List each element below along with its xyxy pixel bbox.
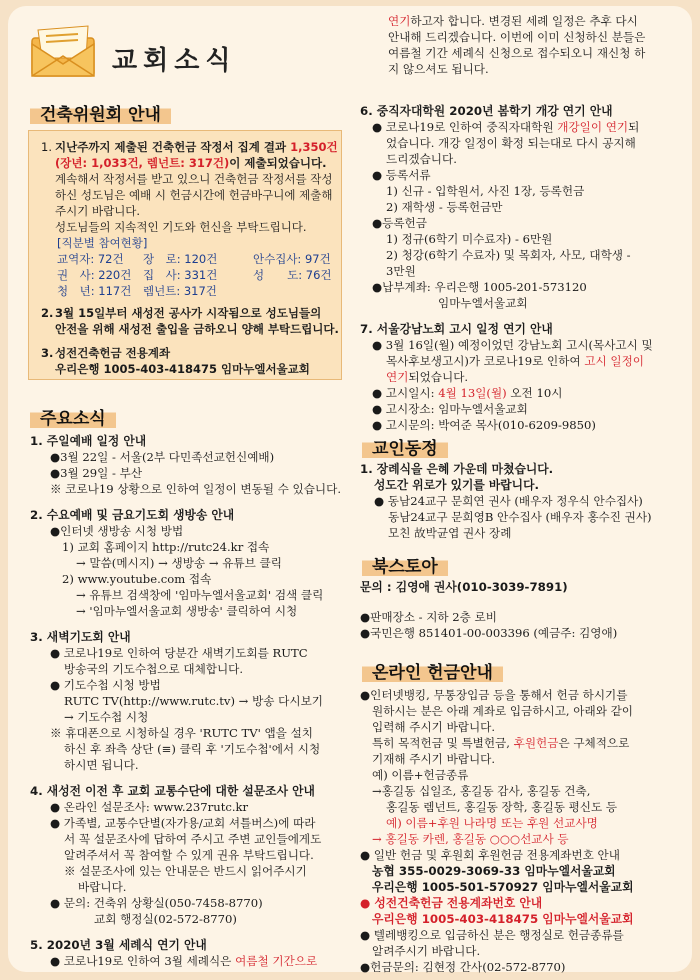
page-header [22,18,342,82]
text-line [386,370,468,386]
item-number: 1. [41,140,52,154]
stat-cell: 장 로: 120건 [143,252,218,266]
text-span: 오전 10시 [506,386,563,400]
text-line: ● 고시문의: 박여준 목사(010-6209-9850) [372,418,596,432]
text-span: ● 고시일시: [372,386,439,400]
participation-stats [57,235,332,299]
news-5-title: 5. 2020년 3월 세례식 연기 안내 [30,938,207,952]
section-title-bookstore: 북스토아 [362,550,448,576]
text-span: 목사후보생고시)가 코로나19로 인하여 [386,354,585,368]
text-line: 성전건축헌금 전용계좌 [55,346,171,360]
highlight-text: 연기 [386,370,409,384]
text-line [388,14,638,30]
building-item-2 [41,305,339,337]
item-number: 2. [41,306,54,320]
text-line: ● 일반 헌금 및 후원회 후원헌금 전용계좌번호 안내 [360,848,620,862]
text-line: 알려주시기 바랍니다. [372,944,481,958]
text-line: →홍길동 십일조, 홍길동 감사, 홍길동 건축, [372,784,591,798]
bank-account: ●국민은행 851401-00-003396 (예금주: 김영애) [360,626,618,640]
text-span: 되었습니다. [408,370,469,384]
highlight-text: 고시 일정이 [584,354,645,368]
text-line: 모친 故박균엽 권사 장례 [388,526,512,540]
text-line: RUTC TV(http://www.rutc.tv) → 방송 다시보기 [64,694,323,708]
stat-cell: 안수집사: 97건 [253,252,331,266]
highlight-text: 개강일이 연기 [557,120,629,134]
stat-cell: 성 도: 76건 [253,268,332,282]
section-title-building: 건축위원회 안내 [30,98,171,124]
text-line: 2) 청강(6학기 수료자) 및 목회자, 사모, 대학생 - [386,248,631,262]
text-line: 임마누엘서울교회 [438,296,528,310]
text-line: 교회 행정실(02-572-8770) [94,912,237,926]
highlight-text: → 홍길동 카렌, 홍길동 ○○○선교사 등 [372,832,569,846]
text-line: 원하시는 분은 아래 계좌로 입금하시고, 아래와 같이 [372,704,633,718]
highlight-date: 4월 13일(월) [438,386,507,400]
text-line: 알려주셔서 꼭 참여할 수 있게 권유 부탁드립니다. [64,848,314,862]
text-line: 었습니다. 개강 일정이 확정 되는대로 다시 공지해 [386,136,636,150]
text-line [386,354,644,370]
text-span: 은 구체적으로 [558,736,630,750]
building-panel [28,130,342,380]
section-title-members: 교인동정 [362,432,448,458]
text-line [372,120,639,136]
text-line: 동남24교구 문희영B 안수집사 (배우자 홍수진 권사) [388,510,652,524]
bank-account: 우리은행 1005-403-418475 임마누엘서울교회 [372,912,634,926]
text-line: → '임마누엘서울교회 생방송' 클릭하여 시청 [76,604,298,618]
building-item-1 [41,139,338,235]
news-1-title: 1. 주일예배 일정 안내 [30,434,147,448]
text-line: 주시기 바랍니다. [55,204,141,218]
text-line: → 유튜브 검색창에 '임마누엘서울교회' 검색 클릭 [76,588,324,602]
text-line: 기재해 주시기 바랍니다. [372,752,496,766]
section-title-news: 주요소식 [30,402,116,428]
text-line: 홍길동 렘넌트, 홍길동 장학, 홍길동 평신도 등 [386,800,618,814]
bank-account: 농협 355-0029-3069-33 임마누엘서울교회 [372,864,616,878]
stats-row [57,251,332,267]
note-line: ※ 휴대폰으로 시청하실 경우 'RUTC TV' 앱을 설치 [50,726,313,740]
note-line: 바랍니다. [78,880,127,894]
text-line: 안전을 위해 새성전 출입을 금하오니 양해 부탁드립니다. [55,322,339,336]
text-line: 방송국의 기도수첩으로 대체합니다. [64,662,244,676]
text-line: ● 온라인 설문조사: www.237rutc.kr [50,800,249,814]
text-line: 1) 신규 - 입학원서, 사진 1장, 등록헌금 [386,184,585,198]
text-line: 지 않으셔도 됩니다. [388,62,489,76]
text-span: ● 코로나19로 인하여 3월 세례식은 [50,954,236,968]
text-line: 계속해서 작정서를 받고 있으니 건축헌금 작정서를 작성 [55,172,333,186]
text-span: 하고자 합니다. 변경된 세례 일정은 추후 다시 [410,14,638,28]
text-line: 성도님들의 지속적인 기도와 헌신을 부탁드립니다. [55,220,307,234]
text-line: 드리겠습니다. [386,152,457,166]
news-2-title: 2. 수요예배 및 금요기도회 생방송 안내 [30,508,235,522]
text-line: ● 고시장소: 임마누엘서울교회 [372,402,528,416]
item-number: 3. [41,346,54,360]
highlight-text: 연기 [388,14,411,28]
stat-cell: 청 년: 117건 [57,284,132,298]
text-line: 하신 성도님은 예배 시 헌금시간에 헌금바구니에 제출해 [55,188,333,202]
text-line: ● 동남24교구 문희연 권사 (배우자 정우식 안수집사) [374,494,643,508]
text-line: ● 문의: 건축위 상황실(050-7458-8770) [50,896,263,910]
highlight-text: ● 성전건축헌금 전용계좌번호 안내 [360,896,543,910]
text-line: 지난주까지 제출된 건축헌금 작정서 집계 결과 [55,140,291,154]
news-6-title: 6. 중직자대학원 2020년 봄학기 개강 연기 안내 [360,104,613,118]
news-3-title: 3. 새벽기도회 안내 [30,630,131,644]
text-line: ●등록헌금 [372,216,427,230]
stat-cell: 집 사: 331건 [143,268,218,282]
bank-account: 우리은행 1005-501-570927 임마누엘서울교회 [372,880,634,894]
text-line: 1) 정규(6학기 미수료자) - 6만원 [386,232,553,246]
page-title: 교회소식 [112,46,237,76]
text-line: 이 제출되었습니다. [229,156,327,170]
news-7-title: 7. 서울강남노회 고시 일정 연기 안내 [360,322,553,336]
text-line: 3만원 [386,264,416,278]
text-line: ● 가족별, 교통수단별(자가용/교회 셔틀버스)에 따라 [50,816,316,830]
text-line: 3월 15일부터 새성전 공사가 시작됨으로 성도님들의 [55,306,322,320]
note-line: 하시면 됩니다. [64,758,139,772]
text-line [50,954,317,970]
text-line: 1. 장례식을 은혜 가운데 마쳤습니다. [360,462,554,476]
news-4-title: 4. 새성전 이전 후 교회 교통수단에 대한 설문조사 안내 [30,784,315,798]
text-line: ●판매장소 - 지하 2층 로비 [360,610,497,624]
text-line: → 말씀(메시지) → 생방송 → 유튜브 클릭 [76,556,282,570]
contact-line: 문의 : 김영애 권사(010-3039-7891) [360,580,568,594]
section-title-online-offering: 온라인 헌금안내 [362,656,503,682]
text-line: 예) 이름+헌금종류 [372,768,469,782]
text-line: 2) www.youtube.com 접속 [62,572,212,586]
stats-row [57,267,332,283]
text-line: ● 등록서류 [372,168,431,182]
text-span: 되 [628,120,640,134]
highlight-text: 예) 이름+후원 나라명 또는 후원 선교사명 [386,816,598,830]
building-item-3 [41,345,310,377]
text-line: 2) 재학생 - 등록헌금만 [386,200,503,214]
text-line: ● 코로나19로 인하여 당분간 새벽기도회를 RUTC [50,646,308,660]
text-line: 여름철 기간 세례식 신청으로 접수되오니 재신청 하 [388,46,646,60]
bank-account: 우리은행 1005-403-418475 임마누엘서울교회 [55,362,310,376]
text-line: 서 꼭 설문조사에 답하여 주시고 주변 교인들에게도 [64,832,322,846]
note-line: ※ 설문조사에 있는 안내문은 반드시 읽어주시기 [64,864,307,878]
text-line [372,386,562,402]
highlight-breakdown: (장년: 1,033건, 렘넌트: 317건) [55,156,230,170]
highlight-text: 여름철 기간으로 [235,954,318,968]
text-line: ●3월 22일 - 서울(2부 다민족선교헌신예배) [50,450,275,464]
text-line: 안내해 드리겠습니다. 이번에 이미 신청하신 분들은 [388,30,646,44]
text-line: 1) 교회 홈페이지 http://rutc24.kr 접속 [62,540,270,554]
text-line: ●인터넷뱅킹, 무통장입금 등을 통해서 헌금 하시기를 [360,688,628,702]
highlight-count: 1,350건 [290,140,338,154]
text-span: ● 코로나19로 인하여 중직자대학원 [372,120,558,134]
stat-cell: 권 사: 220건 [57,268,132,282]
stat-cell: 교역자: 72건 [57,252,124,266]
text-line: → 기도수첩 시청 [64,710,149,724]
note-line: 하신 후 좌측 상단 (≡) 클릭 후 '기도수첩'에서 시청 [64,742,321,756]
text-line: 입력해 주시기 바랍니다. [372,720,496,734]
bank-account: ●납부계좌: 우리은행 1005-201-573120 [372,280,587,294]
text-line: ● 기도수첩 시청 방법 [50,678,161,692]
note-line: ※ 코로나19 상황으로 인하여 일정이 변동될 수 있습니다. [50,482,342,496]
text-line: 성도간 위로가 있기를 바랍니다. [374,478,539,492]
text-line: ●인터넷 생방송 시청 방법 [50,524,184,538]
text-line: ● 3월 16일(월) 예정이었던 강남노회 고시(목사고시 및 [372,338,653,352]
text-line [372,736,629,752]
highlight-text: 후원헌금 [513,736,559,750]
text-line: ● 텔레뱅킹으로 입금하신 분은 행정실로 헌금종류를 [360,928,624,942]
stat-cell: 렘넌트: 317건 [143,284,217,298]
text-line: ●헌금문의: 김현정 간사(02-572-8770) [360,960,566,974]
text-span: 특히 목적헌금 및 특별헌금, [372,736,514,750]
text-line: ●3월 29일 - 부산 [50,466,143,480]
stats-row [57,283,332,299]
envelope-icon [28,24,102,80]
stats-title: [직분별 참여현황] [57,236,148,250]
